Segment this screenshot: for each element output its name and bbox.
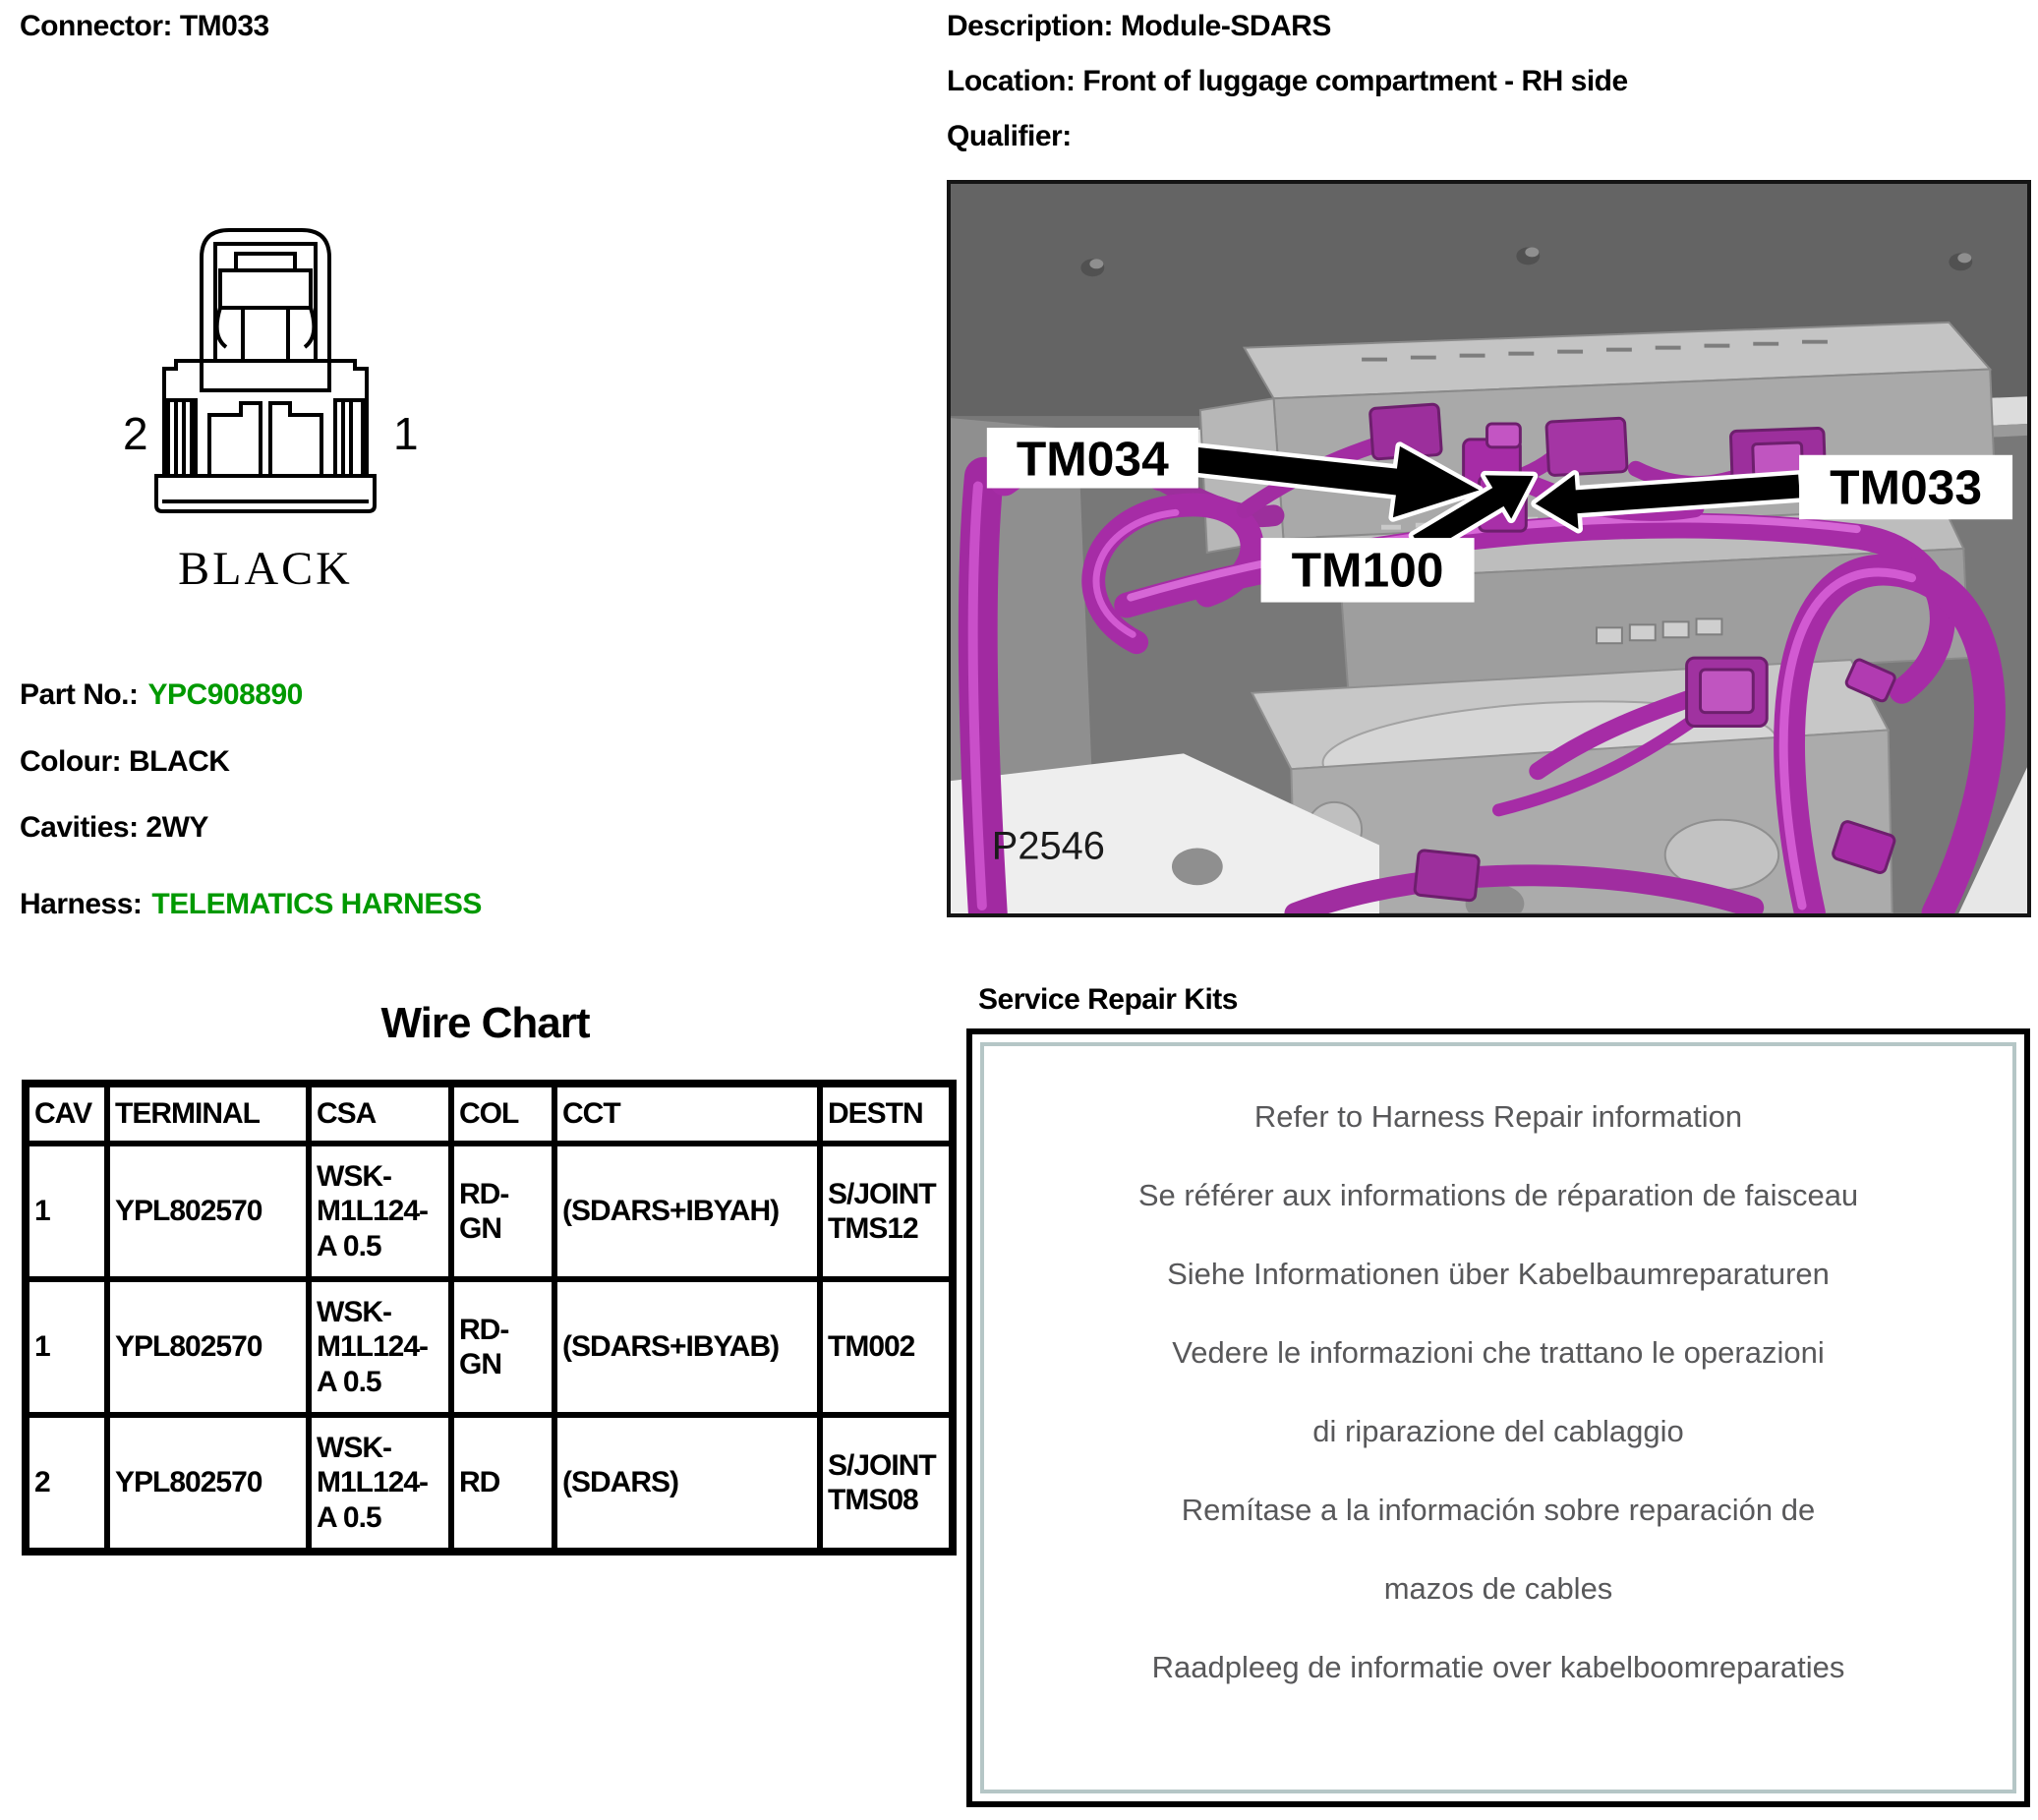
connector-latch-tab <box>236 254 295 270</box>
service-repair-kits-line: Siehe Informationen über Kabelbaumreparaturen <box>1167 1257 1830 1291</box>
table-row <box>26 1279 953 1415</box>
part-no-label: Part No.: <box>20 678 139 711</box>
location-photo <box>947 180 2031 917</box>
table-cell: RD <box>451 1415 554 1552</box>
harness-line <box>20 888 482 921</box>
service-repair-kits-inner <box>980 1042 2016 1793</box>
qualifier-line: Qualifier: <box>947 120 1072 152</box>
tm100-label: TM100 <box>1291 542 1444 598</box>
colour-line: Colour: BLACK <box>20 745 230 778</box>
table-cell: WSK-M1L124-A 0.5 <box>309 1415 451 1552</box>
service-repair-kits-line: mazos de cables <box>1383 1571 1613 1606</box>
connector-drawing <box>93 218 437 612</box>
connector-cavity-1 <box>270 403 321 476</box>
column-header: DESTN <box>820 1084 953 1144</box>
service-repair-kits-line: Vedere le informazioni che trattano le operazioni <box>1172 1335 1825 1370</box>
wire-chart-title: Wire Chart <box>380 999 590 1047</box>
pin-number-right: 1 <box>393 408 419 459</box>
table-cell: RD-GN <box>451 1279 554 1415</box>
tm033-callout <box>1799 455 2012 519</box>
cavities-line: Cavities: 2WY <box>20 811 208 844</box>
pin-number-left: 2 <box>123 408 148 459</box>
location-line: Location: Front of luggage compartment - RH side <box>947 65 1628 97</box>
harness-label: Harness: <box>20 888 143 920</box>
service-repair-kits-box <box>966 1028 2030 1807</box>
table-row <box>26 1144 953 1279</box>
tm100-callout <box>1261 538 1475 602</box>
table-cell: (SDARS+IBYAH) <box>554 1144 820 1279</box>
table-row <box>26 1415 953 1552</box>
service-repair-kits-title: Service Repair Kits <box>978 983 1238 1016</box>
wire-chart-body <box>26 1144 953 1552</box>
table-cell: 1 <box>26 1144 107 1279</box>
table-cell: (SDARS+IBYAB) <box>554 1279 820 1415</box>
service-repair-kits-line: di riparazione del cablaggio <box>1312 1414 1684 1448</box>
column-header: CAV <box>26 1084 107 1144</box>
connector-title: Connector: TM033 <box>20 10 269 42</box>
column-header: COL <box>451 1084 554 1144</box>
harness-value: TELEMATICS HARNESS <box>151 888 482 920</box>
part-no-line <box>20 678 303 712</box>
location-photo-art <box>951 184 2027 913</box>
connector-base <box>156 476 375 511</box>
service-repair-kits-line: Raadpleeg de informatie over kabelboomreparaties <box>1151 1650 1845 1684</box>
table-cell: WSK-M1L124-A 0.5 <box>309 1144 451 1279</box>
service-repair-kits-line: Se référer aux informations de réparation de faisceau <box>1137 1178 1859 1212</box>
tm033-label: TM033 <box>1830 459 1983 515</box>
connector-colour-caption: BLACK <box>178 543 353 595</box>
table-cell: S/JOINT TMS08 <box>820 1415 953 1552</box>
wire-chart-table <box>22 1080 957 1556</box>
table-cell: 2 <box>26 1415 107 1552</box>
part-no-value: YPC908890 <box>147 678 303 711</box>
table-cell: 1 <box>26 1279 107 1415</box>
description-line: Description: Module-SDARS <box>947 10 1331 42</box>
connector-cavity-2 <box>209 403 261 476</box>
tm034-callout <box>987 428 1198 489</box>
service-repair-kits-line: Remítase a la información sobre reparación de <box>1181 1493 1816 1527</box>
table-cell: S/JOINT TMS12 <box>820 1144 953 1279</box>
table-cell: TM002 <box>820 1279 953 1415</box>
table-cell: YPL802570 <box>107 1279 309 1415</box>
column-header: CCT <box>554 1084 820 1144</box>
table-cell: YPL802570 <box>107 1415 309 1552</box>
service-repair-kits-line: Refer to Harness Repair information <box>1253 1099 1743 1134</box>
connector-latch-inner <box>243 308 288 361</box>
table-cell: RD-GN <box>451 1144 554 1279</box>
table-cell: YPL802570 <box>107 1144 309 1279</box>
figure-id: P2546 <box>991 824 1105 868</box>
wire-chart-header-row <box>26 1084 953 1144</box>
connector-latch-body <box>220 270 311 308</box>
column-header: TERMINAL <box>107 1084 309 1144</box>
table-cell: WSK-M1L124-A 0.5 <box>309 1279 451 1415</box>
table-cell: (SDARS) <box>554 1415 820 1552</box>
column-header: CSA <box>309 1084 451 1144</box>
tm034-label: TM034 <box>1016 431 1169 487</box>
